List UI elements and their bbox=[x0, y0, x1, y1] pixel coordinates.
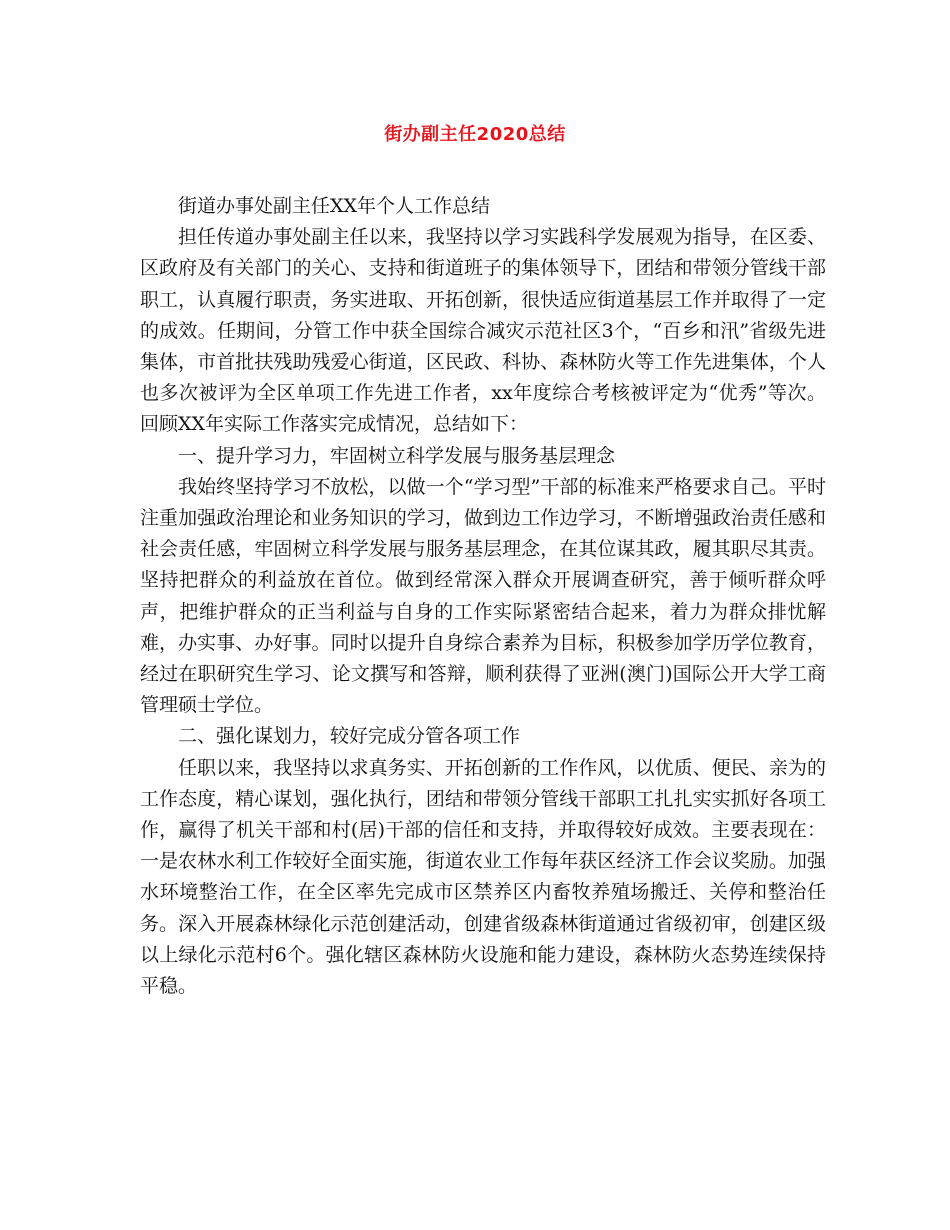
paragraph-section-1: 我始终坚持学习不放松，以做一个“学习型”干部的标准来严格要求自己。平时注重加强政治理论和业务知识的学习，做到边工作边学习，不断增强政治责任感和社会责任感，牢固树立科学发展与服务基层理念，在其位谋其政，履其职尽其责。坚持把群众的利益放在首位。做到经常深入群众开展调查研究，善于倾听群众呼声，把维护群众的正当利益与自身的工作实际紧密结合起来，着力为群众排忧解难，办实事、办好事。同时以提升自身综合素养为目标，积极参加学历学位教育，经过在职研究生学习、论文撰写和答辩，顺利获得了亚洲(澳门)国际公开大学工商管理硕士学位。 bbox=[140, 475, 826, 717]
paragraph-intro: 担任传道办事处副主任以来，我坚持以学习实践科学发展观为指导，在区委、区政府及有关部门的关心、支持和街道班子的集体领导下，团结和带领分管线干部职工，认真履行职责，务实进取、开拓创新，很快适应街道基层工作并取得了一定的成效。任期间，分管工作中获全国综合减灾示范社区3个，“百乡和汛”省级先进集体，市首批扶残助残爱心街道，区民政、科协、森林防火等工作先进集体，个人也多次被评为全区单项工作先进工作者，xx年度综合考核被评定为“优秀”等次。回顾XX年实际工作落实完成情况，总结如下： bbox=[140, 226, 826, 436]
section-heading-2: 二、强化谋划力，较好完成分管各项工作 bbox=[178, 725, 521, 748]
paragraph-section-2: 任职以来，我坚持以求真务实、开拓创新的工作作风，以优质、便民、亲为的工作态度，精心谋划，强化执行，团结和带领分管线干部职工扎扎实实抓好各项工作，赢得了机关干部和村(居)干部的信任和支持，并取得较好成效。主要表现在：一是农林水利工作较好全面实施，街道农业工作每年获区经济工作会议奖励。加强水环境整治工作，在全区率先完成市区禁养区内畜牧养殖场搬迁、关停和整治任务。深入开展森林绿化示范创建活动，创建省级森林街道通过省级初审，创建区级以上绿化示范村6个。强化辖区森林防火设施和能力建设，森林防火态势连续保持平稳。 bbox=[140, 756, 826, 998]
document-body bbox=[140, 191, 826, 1002]
document-title: 街办副主任2020总结 bbox=[384, 124, 566, 145]
paragraph-subtitle: 街道办事处副主任XX年个人工作总结 bbox=[178, 195, 491, 217]
section-heading-1: 一、提升学习力，牢固树立科学发展与服务基层理念 bbox=[178, 444, 616, 467]
